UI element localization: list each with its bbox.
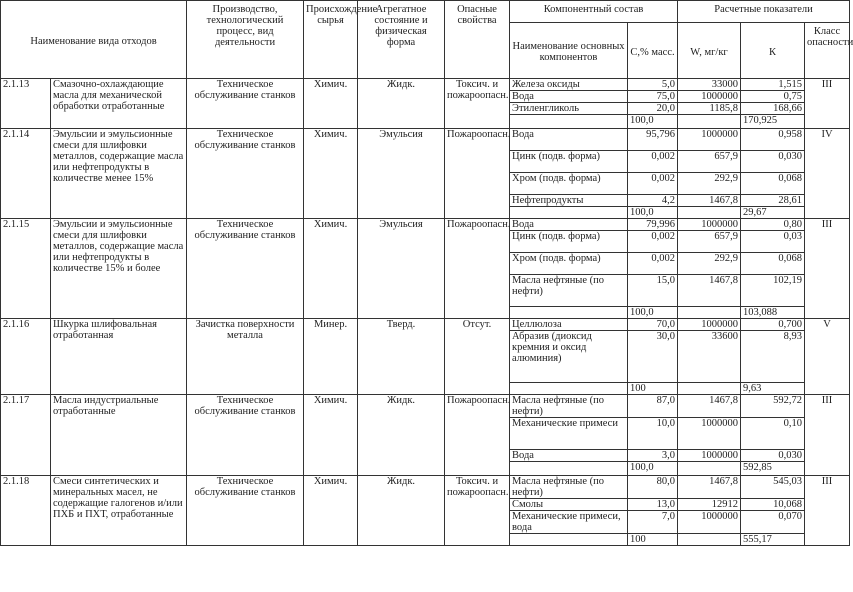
total-k: 9,63 bbox=[741, 383, 805, 395]
component-concentration: 0,002 bbox=[628, 253, 678, 275]
component-k: 0,700 bbox=[741, 319, 805, 331]
total-k: 555,17 bbox=[741, 534, 805, 546]
component-concentration: 87,0 bbox=[628, 395, 678, 418]
component-name: Вода bbox=[510, 219, 628, 231]
header-hazard-class: Класс опасности bbox=[805, 23, 850, 79]
component-name: Механические примеси bbox=[510, 418, 628, 450]
waste-state: Жидк. bbox=[358, 79, 445, 129]
component-w: 1467,8 bbox=[678, 195, 741, 207]
waste-hazard: Токсич. и пожароопасн. bbox=[445, 79, 510, 129]
component-k: 0,068 bbox=[741, 253, 805, 275]
waste-process: Техническое обслуживание станков bbox=[187, 395, 304, 476]
component-concentration: 3,0 bbox=[628, 450, 678, 462]
component-concentration: 0,002 bbox=[628, 173, 678, 195]
component-w: 1467,8 bbox=[678, 395, 741, 418]
total-concentration: 100 bbox=[628, 383, 678, 395]
waste-name: Эмульсии и эмульсионные смеси для шлифовки металлов, содержащие масла или нефтепродукты в количестве 15% и более bbox=[51, 219, 187, 319]
component-k: 168,66 bbox=[741, 103, 805, 115]
waste-process: Зачистка поверхности металла bbox=[187, 319, 304, 395]
component-concentration: 0,002 bbox=[628, 151, 678, 173]
total-w-cell bbox=[678, 115, 741, 129]
waste-process: Техническое обслуживание станков bbox=[187, 129, 304, 219]
component-k: 0,030 bbox=[741, 450, 805, 462]
component-name: Хром (подв. форма) bbox=[510, 173, 628, 195]
waste-name: Шкурка шлифовальная отработанная bbox=[51, 319, 187, 395]
header-process: Производство, технологический процесс, вид деятельности bbox=[187, 1, 304, 79]
component-concentration: 4,2 bbox=[628, 195, 678, 207]
table-row bbox=[1, 395, 850, 418]
component-k: 0,070 bbox=[741, 511, 805, 534]
waste-hazard: Пожароопасн. bbox=[445, 395, 510, 476]
table-row bbox=[1, 476, 850, 499]
component-name: Вода bbox=[510, 129, 628, 151]
component-name: Цинк (подв. форма) bbox=[510, 231, 628, 253]
component-k: 0,958 bbox=[741, 129, 805, 151]
component-w: 1000000 bbox=[678, 511, 741, 534]
total-label-cell bbox=[510, 462, 628, 476]
waste-state: Тверд. bbox=[358, 319, 445, 395]
component-k: 1,515 bbox=[741, 79, 805, 91]
waste-state: Эмульсия bbox=[358, 129, 445, 219]
hazard-class: V bbox=[805, 319, 850, 395]
component-k: 0,068 bbox=[741, 173, 805, 195]
component-name: Нефтепродукты bbox=[510, 195, 628, 207]
header-calculated: Расчетные показатели bbox=[678, 1, 850, 23]
component-name: Масла нефтяные (по нефти) bbox=[510, 395, 628, 418]
waste-name: Эмульсии и эмульсионные смеси для шлифовки металлов, содержащие масла или нефтепродукты в количестве менее 15% bbox=[51, 129, 187, 219]
waste-origin: Химич. bbox=[304, 219, 358, 319]
component-w: 657,9 bbox=[678, 151, 741, 173]
total-w-cell bbox=[678, 462, 741, 476]
component-w: 33000 bbox=[678, 79, 741, 91]
component-w: 1467,8 bbox=[678, 476, 741, 499]
total-label-cell bbox=[510, 534, 628, 546]
total-w-cell bbox=[678, 383, 741, 395]
total-concentration: 100,0 bbox=[628, 307, 678, 319]
header-origin: Происхождение сырья bbox=[304, 1, 358, 79]
component-k: 0,80 bbox=[741, 219, 805, 231]
component-concentration: 7,0 bbox=[628, 511, 678, 534]
total-label-cell bbox=[510, 207, 628, 219]
component-k: 102,19 bbox=[741, 275, 805, 307]
component-concentration: 30,0 bbox=[628, 331, 678, 383]
component-k: 10,068 bbox=[741, 499, 805, 511]
waste-origin: Химич. bbox=[304, 79, 358, 129]
total-concentration: 100,0 bbox=[628, 115, 678, 129]
waste-code: 2.1.18 bbox=[1, 476, 51, 546]
header-waste-name: Наименование вида отходов bbox=[1, 1, 187, 79]
component-w: 1000000 bbox=[678, 91, 741, 103]
header-hazard: Опасные свойства bbox=[445, 1, 510, 79]
waste-origin: Минер. bbox=[304, 319, 358, 395]
waste-state: Жидк. bbox=[358, 476, 445, 546]
hazard-class: III bbox=[805, 476, 850, 546]
component-concentration: 70,0 bbox=[628, 319, 678, 331]
waste-origin: Химич. bbox=[304, 129, 358, 219]
hazard-class: III bbox=[805, 219, 850, 319]
component-concentration: 5,0 bbox=[628, 79, 678, 91]
component-concentration: 13,0 bbox=[628, 499, 678, 511]
table-header bbox=[1, 1, 853, 79]
table-row bbox=[1, 129, 850, 151]
total-k: 592,85 bbox=[741, 462, 805, 476]
component-concentration: 10,0 bbox=[628, 418, 678, 450]
waste-code: 2.1.17 bbox=[1, 395, 51, 476]
component-concentration: 79,996 bbox=[628, 219, 678, 231]
waste-hazard: Токсич. и пожароопасн. bbox=[445, 476, 510, 546]
component-name: Хром (подв. форма) bbox=[510, 253, 628, 275]
table-row bbox=[1, 319, 850, 331]
total-w-cell bbox=[678, 207, 741, 219]
component-w: 1000000 bbox=[678, 319, 741, 331]
waste-hazard: Пожароопасн. bbox=[445, 219, 510, 319]
component-concentration: 75,0 bbox=[628, 91, 678, 103]
total-concentration: 100,0 bbox=[628, 462, 678, 476]
waste-origin: Химич. bbox=[304, 476, 358, 546]
component-w: 12912 bbox=[678, 499, 741, 511]
hazard-class: III bbox=[805, 395, 850, 476]
waste-name: Масла индустриальные отработанные bbox=[51, 395, 187, 476]
component-k: 592,72 bbox=[741, 395, 805, 418]
waste-process: Техническое обслуживание станков bbox=[187, 79, 304, 129]
component-w: 292,9 bbox=[678, 253, 741, 275]
component-name: Масла нефтяные (по нефти) bbox=[510, 476, 628, 499]
component-concentration: 0,002 bbox=[628, 231, 678, 253]
waste-state: Эмульсия bbox=[358, 219, 445, 319]
total-label-cell bbox=[510, 115, 628, 129]
component-k: 0,03 bbox=[741, 231, 805, 253]
component-name: Механические примеси, вода bbox=[510, 511, 628, 534]
component-k: 545,03 bbox=[741, 476, 805, 499]
total-k: 170,925 bbox=[741, 115, 805, 129]
table-row bbox=[1, 79, 850, 91]
total-concentration: 100 bbox=[628, 534, 678, 546]
header-w: W, мг/кг bbox=[678, 23, 741, 79]
waste-code: 2.1.16 bbox=[1, 319, 51, 395]
waste-code: 2.1.14 bbox=[1, 129, 51, 219]
total-w-cell bbox=[678, 307, 741, 319]
component-w: 1000000 bbox=[678, 418, 741, 450]
table-body bbox=[1, 79, 850, 546]
component-name: Абразив (диоксид кремния и оксид алюминия) bbox=[510, 331, 628, 383]
component-concentration: 80,0 bbox=[628, 476, 678, 499]
hazard-class: IV bbox=[805, 129, 850, 219]
waste-state: Жидк. bbox=[358, 395, 445, 476]
header-state: Агрегатное состояние и физическая форма bbox=[358, 1, 445, 79]
hazard-class: III bbox=[805, 79, 850, 129]
total-w-cell bbox=[678, 534, 741, 546]
waste-process: Техническое обслуживание станков bbox=[187, 476, 304, 546]
waste-hazard: Пожароопасн. bbox=[445, 129, 510, 219]
component-name: Смолы bbox=[510, 499, 628, 511]
component-w: 33600 bbox=[678, 331, 741, 383]
component-k: 0,030 bbox=[741, 151, 805, 173]
total-k: 103,088 bbox=[741, 307, 805, 319]
component-k: 28,61 bbox=[741, 195, 805, 207]
waste-name: Смеси синтетических и минеральных масел, не содержащие галогенов и/или ПХБ и ПХТ, отработанные bbox=[51, 476, 187, 546]
component-name: Масла нефтяные (по нефти) bbox=[510, 275, 628, 307]
waste-process: Техническое обслуживание станков bbox=[187, 219, 304, 319]
table-row bbox=[1, 219, 850, 231]
component-w: 1000000 bbox=[678, 129, 741, 151]
component-name: Этиленгликоль bbox=[510, 103, 628, 115]
waste-name: Смазочно-охлаждающие масла для механической обработки отработанные bbox=[51, 79, 187, 129]
total-k: 29,67 bbox=[741, 207, 805, 219]
component-name: Вода bbox=[510, 91, 628, 103]
component-name: Железа оксиды bbox=[510, 79, 628, 91]
component-concentration: 95,796 bbox=[628, 129, 678, 151]
component-name: Вода bbox=[510, 450, 628, 462]
component-w: 292,9 bbox=[678, 173, 741, 195]
component-name: Целлюлоза bbox=[510, 319, 628, 331]
waste-hazard: Отсут. bbox=[445, 319, 510, 395]
total-label-cell bbox=[510, 307, 628, 319]
waste-code: 2.1.15 bbox=[1, 219, 51, 319]
component-w: 1185,8 bbox=[678, 103, 741, 115]
header-k: К bbox=[741, 23, 805, 79]
component-name: Цинк (подв. форма) bbox=[510, 151, 628, 173]
component-concentration: 20,0 bbox=[628, 103, 678, 115]
waste-code: 2.1.13 bbox=[1, 79, 51, 129]
component-w: 1467,8 bbox=[678, 275, 741, 307]
component-w: 1000000 bbox=[678, 219, 741, 231]
waste-origin: Химич. bbox=[304, 395, 358, 476]
component-w: 1000000 bbox=[678, 450, 741, 462]
component-concentration: 15,0 bbox=[628, 275, 678, 307]
component-w: 657,9 bbox=[678, 231, 741, 253]
header-composition: Компонентный состав bbox=[510, 1, 678, 23]
component-k: 0,75 bbox=[741, 91, 805, 103]
component-k: 0,10 bbox=[741, 418, 805, 450]
component-k: 8,93 bbox=[741, 331, 805, 383]
header-component-name: Наименование основных компонентов bbox=[510, 23, 628, 79]
total-label-cell bbox=[510, 383, 628, 395]
total-concentration: 100,0 bbox=[628, 207, 678, 219]
header-concentration: С,% масс. bbox=[628, 23, 678, 79]
